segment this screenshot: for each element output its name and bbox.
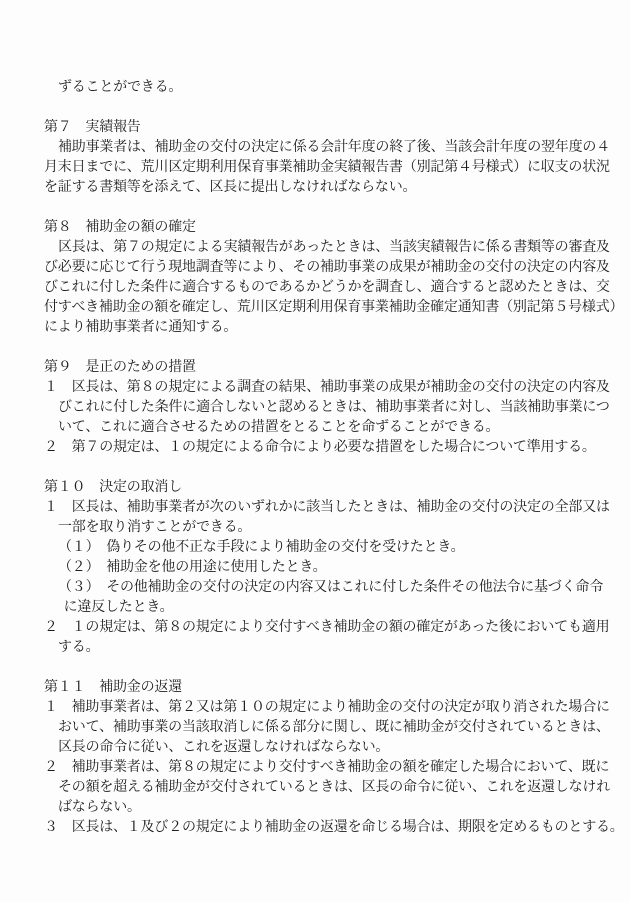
blank-line bbox=[44, 198, 616, 218]
text-line: 区長の命令に従い、これを返還しなければならない。 bbox=[58, 740, 390, 755]
text-line: により補助事業者に通知する。 bbox=[44, 320, 238, 335]
text-line: おいて、補助事業の当該取消しに係る部分に関し、既に補助金が交付されているときは、 bbox=[58, 720, 610, 735]
text-line: ２ 第７の規定は、１の規定による命令により必要な措置をした場合について準用する。 bbox=[44, 440, 596, 455]
text-line: （３） その他補助金の交付の決定の内容又はこれに付した条件その他法令に基づく命令 bbox=[58, 580, 603, 595]
document-body bbox=[44, 78, 624, 838]
text-line: を証する書類等を添えて、区長に提出しなければならない。 bbox=[44, 180, 417, 195]
blank-line bbox=[44, 458, 616, 478]
article-heading: 第１１ 補助金の返還 bbox=[44, 680, 182, 695]
text-line: （２） 補助金を他の用途に使用したとき。 bbox=[58, 560, 327, 575]
blank-line bbox=[44, 98, 616, 118]
text-line: ２ １の規定は、第８の規定により交付すべき補助金の額の確定があった後においても適用 bbox=[44, 620, 610, 635]
text-line: ２ 補助事業者は、第８の規定により交付すべき補助金の額を確定した場合において、既に bbox=[44, 760, 610, 775]
text-line: 補助事業者は、補助金の交付の決定に係る会計年度の終了後、当該会計年度の翌年度の４ bbox=[58, 140, 610, 155]
text-line: １ 区長は、第８の規定による調査の結果、補助事業の成果が補助金の交付の決定の内容及 bbox=[44, 380, 610, 395]
text-line: び必要に応じて行う現地調査等により、その補助事業の成果が補助金の交付の決定の内容及 bbox=[44, 260, 610, 275]
text-line: に違反したとき。 bbox=[63, 600, 174, 615]
text-line: ずることができる。 bbox=[58, 80, 183, 95]
text-line: その額を超える補助金が交付されているときは、区長の命令に従い、これを返還しなけれ bbox=[58, 780, 610, 795]
text-line: 区長は、第７の規定による実績報告があったときは、当該実績報告に係る書類等の審査及 bbox=[58, 240, 610, 255]
article-heading: 第１０ 決定の取消し bbox=[44, 480, 182, 495]
text-line: びこれに付した条件に適合するものであるかどうかを調査し、適合すると認めたときは、交 bbox=[44, 280, 610, 295]
text-line: ３ 区長は、１及び２の規定により補助金の返還を命じる場合は、期限を定めるものとする。 bbox=[44, 820, 624, 835]
text-line: する。 bbox=[58, 640, 100, 655]
text-line: 月末日までに、荒川区定期利用保育事業補助金実績報告書（別記第４号様式）に収支の状況 bbox=[44, 160, 610, 175]
text-line: 付すべき補助金の額を確定し、荒川区定期利用保育事業補助金確定通知書（別記第５号様式） bbox=[44, 300, 624, 315]
text-line: １ 補助事業者は、第２又は第１０の規定により補助金の交付の決定が取り消された場合に bbox=[44, 700, 610, 715]
text-line: びこれに付した条件に適合しないと認めるときは、補助事業者に対し、当該補助事業につ bbox=[58, 400, 610, 415]
blank-line bbox=[44, 658, 616, 678]
text-line: （１） 偽りその他不正な手段により補助金の交付を受けたとき。 bbox=[58, 540, 465, 555]
article-heading: 第９ 是正のための措置 bbox=[44, 360, 196, 375]
text-line: いて、これに適合させるための措置をとることを命ずることができる。 bbox=[58, 420, 500, 435]
article-heading: 第７ 実績報告 bbox=[44, 120, 141, 135]
blank-line bbox=[44, 338, 616, 358]
text-line: 一部を取り消すことができる。 bbox=[58, 520, 252, 535]
text-line: ばならない。 bbox=[58, 800, 141, 815]
article-heading: 第８ 補助金の額の確定 bbox=[44, 220, 196, 235]
text-line: １ 区長は、補助事業者が次のいずれかに該当したときは、補助金の交付の決定の全部又は bbox=[44, 500, 610, 515]
